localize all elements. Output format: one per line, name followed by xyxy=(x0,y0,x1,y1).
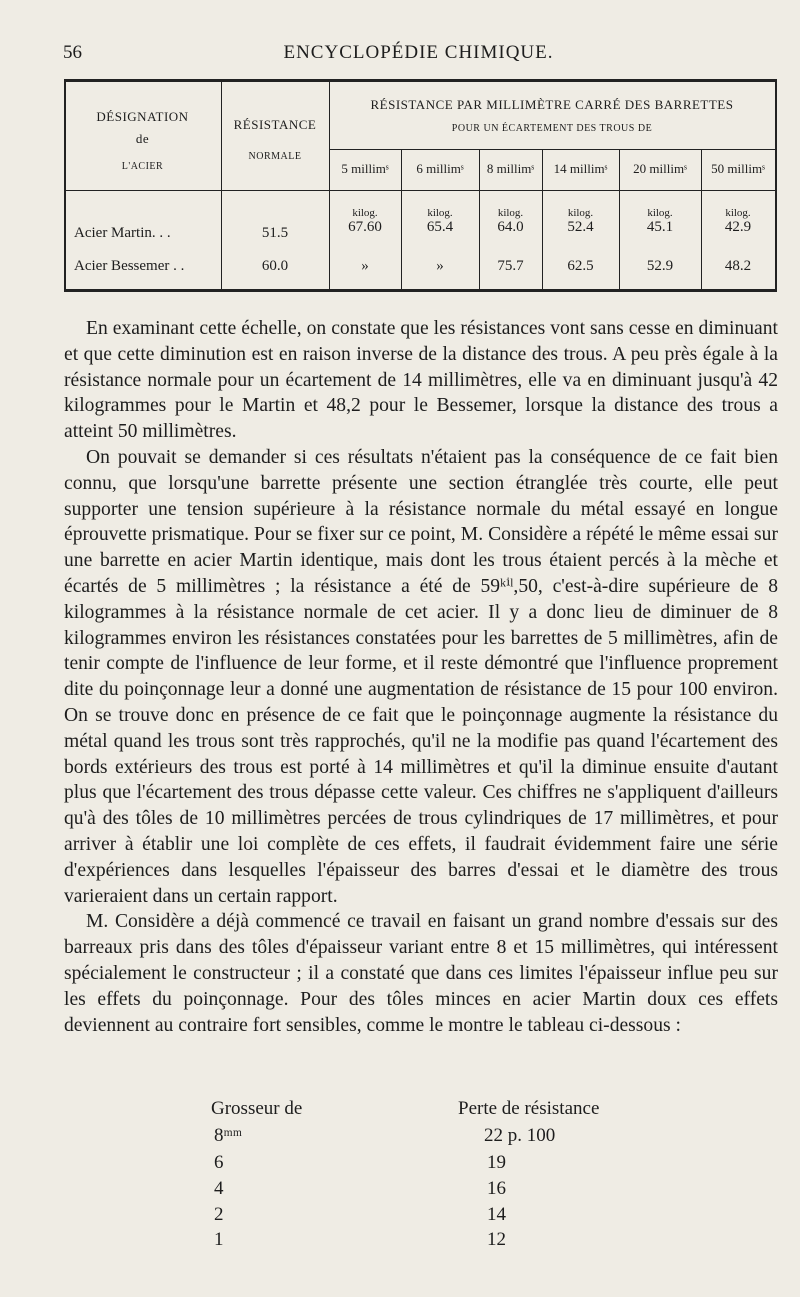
paragraph: En examinant cette échelle, on constate que les résistances vont sans cesse en diminuant et que cette diminution est en raison inverse de la distance des trous. A peu près égale à la résistance normale pour un écartement de 14 millimètres, elle va en diminuant jusqu'à 42 kilogrammes pour le Martin et 48,2 pour le Bessemer, lorsque la distance des trous a atteint 50 millimètres. xyxy=(64,318,778,443)
loss-value: 12 xyxy=(487,1229,506,1250)
designation-header: DÉSIGNATION xyxy=(96,109,189,124)
table-cell: 64.0 xyxy=(497,219,524,235)
unit-label: kilog. xyxy=(725,207,751,219)
unit-label: kilog. xyxy=(647,207,673,219)
running-title: ENCYCLOPÉDIE CHIMIQUE. xyxy=(283,42,554,63)
unit-label: kilog. xyxy=(497,207,524,219)
designation-header-de: de xyxy=(135,131,150,146)
unit-label: kilog. xyxy=(427,207,453,219)
table-cell: 51.5 xyxy=(261,225,289,241)
table-cell: 67.60 xyxy=(348,219,382,235)
loss-value: 14 xyxy=(487,1204,506,1225)
loss-header: Perte de résistance xyxy=(458,1098,600,1119)
thickness-value: 4 xyxy=(214,1178,224,1199)
page-header xyxy=(63,42,774,70)
unit-label: kilog. xyxy=(352,207,378,219)
column-header: 14 millimˢ xyxy=(553,161,608,176)
table-cell: 42.9 xyxy=(724,219,752,235)
table-cell: 52.4 xyxy=(567,219,594,235)
loss-value: 22 p. 100 xyxy=(484,1125,556,1146)
group-header: RÉSISTANCE PAR MILLIMÈTRE CARRÉ DES BARRETTES xyxy=(370,97,734,112)
page-number: 56 xyxy=(63,42,82,63)
table-cell: 62.5 xyxy=(567,258,594,274)
thickness-value: 2 xyxy=(214,1204,224,1225)
table-cell: » xyxy=(361,258,369,274)
thickness-header: Grosseur de xyxy=(211,1098,303,1119)
thickness-value: 8ᵐᵐ xyxy=(214,1125,243,1146)
column-header: 50 millimˢ xyxy=(711,161,765,176)
table-cell: 60.0 xyxy=(261,258,289,274)
row-name-bessemer: Acier Bessemer . . xyxy=(74,258,185,274)
resistance-table xyxy=(64,79,777,292)
table-cell: 52.9 xyxy=(646,258,674,274)
thickness-value: 1 xyxy=(214,1229,224,1250)
group-subheader: POUR UN ÉCARTEMENT DES TROUS DE xyxy=(451,123,653,134)
table-cell: 65.4 xyxy=(426,219,454,235)
thickness-loss-table xyxy=(64,1098,778,1278)
column-header: 20 millimˢ xyxy=(633,161,687,176)
loss-value: 19 xyxy=(487,1152,506,1173)
paragraph: On pouvait se demander si ces résultats n'étaient pas la conséquence de ce fait bien connu, que lorsqu'une barrette présente une section étranglée très courte, elle peut supporter une tension supérieure à la résistance normale du métal essayé en longue éprouvette prismatique. Pour se fixer sur ce point, M. Considère a répété le même essai sur une barrette en acier Martin identique, mais dont les trous étaient percés à la mèche et écartés de 5 millimètres ; la résistance a été de 59ᵏⁱˡ,50, c'est-à-dire supérieure de 8 kilogrammes à la résistance normale de cet acier. Il y a donc lieu de diminuer de 8 kilogrammes environ les résistances constatées pour les barrettes de 5 millimètres, afin de tenir compte de l'influence de leur forme, et il reste démontré que l'influence proprement dite du poinçonnage leur a donné une augmentation de résistance de 15 pour 100 environ. On se trouve donc en présence de ce fait que le poinçonnage augmente la résistance du métal quand les trous sont très rapprochés, qu'il ne la modifie pas quand l'écartement des bords extérieurs des trous est porté à 14 millimètres et qu'il la diminue ensuite d'autant plus que l'écartement des trous dépasse cette valeur. Ces chiffres ne s'appliquent d'ailleurs qu'à des tôles de 10 millimètres percées de trous cylindriques de 17 millimètres, et pour arriver à établir une loi complète de ces effets, il faudrait évidemment faire une série d'expériences dans lesquelles l'épaisseur des barres d'essai et le diamètre des trous varieraient dans un certain rapport. xyxy=(64,446,778,907)
column-header: 6 millimˢ xyxy=(416,161,464,176)
column-header: 5 millimˢ xyxy=(341,161,389,176)
paragraph: M. Considère a déjà commencé ce travail en faisant un grand nombre d'essais sur des barreaux pris dans des tôles d'épaisseur variant entre 8 et 15 millimètres, qui intéressent spécialement le constructeur ; il a constaté que dans ces limites l'épaisseur influe peu sur les effets du poinçonnage. Pour des tôles minces en acier Martin doux ces effets deviennent au contraire fort sensibles, comme le montre le tableau ci-dessous : xyxy=(64,911,778,1036)
row-name-martin: Acier Martin. . . xyxy=(74,225,171,241)
designation-header-acier: L'ACIER xyxy=(121,161,164,172)
loss-value: 16 xyxy=(487,1178,506,1199)
resistance-header-normale: NORMALE xyxy=(248,151,302,162)
table-cell: 45.1 xyxy=(646,219,674,235)
resistance-header: RÉSISTANCE xyxy=(233,117,317,132)
body-text xyxy=(64,316,778,1038)
unit-label: kilog. xyxy=(567,207,594,219)
column-header: 8 millimˢ xyxy=(486,161,535,176)
table-cell: » xyxy=(436,258,444,274)
table-cell: 75.7 xyxy=(497,258,524,274)
table-cell: 48.2 xyxy=(724,258,752,274)
thickness-value: 6 xyxy=(214,1152,224,1173)
